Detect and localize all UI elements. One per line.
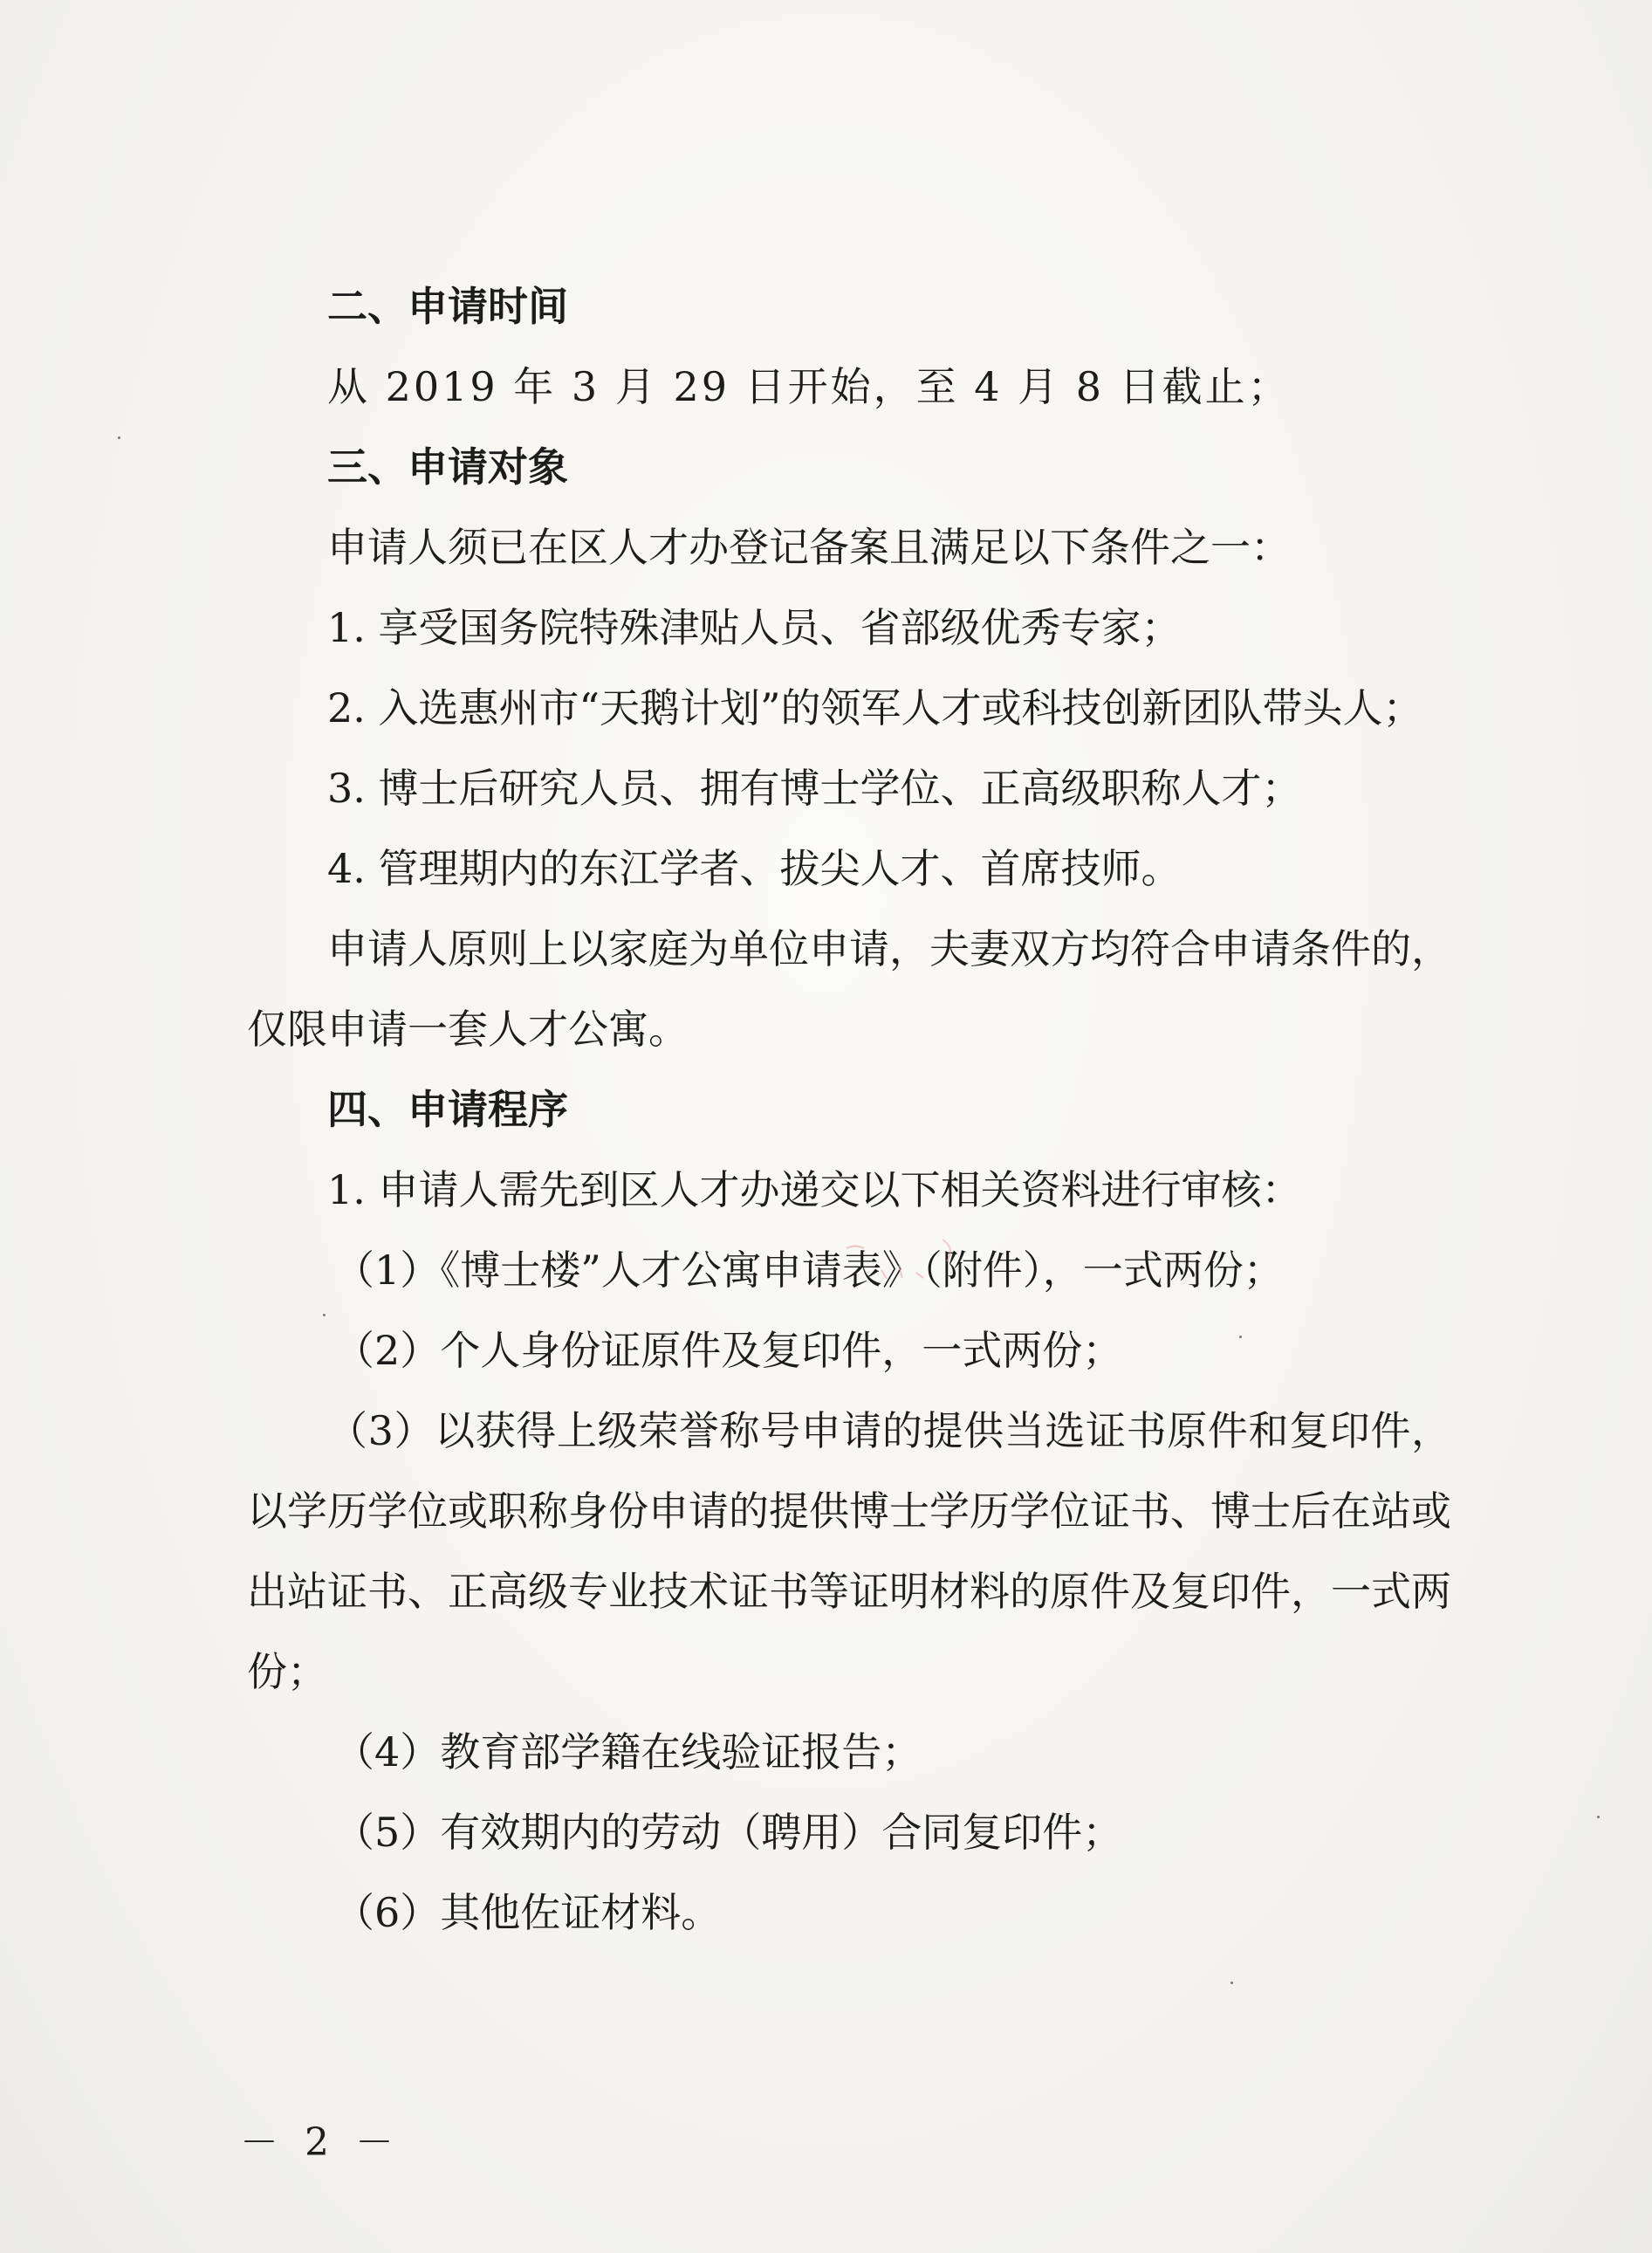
family-unit-paragraph: 申请人原则上以家庭为单位申请，夫妻双方均符合申请条件的，仅限申请一套人才公寓。 [247,925,1451,1053]
applicant-requirement-intro: 申请人须已在区人才办登记备案且满足以下条件之一： [327,524,1291,571]
scan-speck [118,436,120,439]
applicant-condition-3: 3. 博士后研究人员、拥有博士学位、正高级职称人才； [327,765,1302,812]
page-number: － 2 － [240,2120,401,2165]
section-heading-application-time: 二、申请时间 [327,283,568,330]
procedure-item-5: （5）有效期内的劳动（聘用）合同复印件； [334,1809,1123,1856]
procedure-item-6: （6）其他佐证材料。 [334,1889,722,1936]
applicant-condition-4: 4. 管理期内的东江学者、拔尖人才、首席技师。 [327,845,1182,892]
procedure-item-3-paragraph: （3）以获得上级荣誉称号申请的提供当选证书原件和复印件，以学历学位或职称身份申请的提供博士学历学位证书、博士后在站或出站证书、正高级专业技术证书等证明材料的原件及复印件，一式两份； [247,1407,1451,1695]
section-heading-applicants: 三、申请对象 [327,443,568,491]
scan-speck [323,1314,326,1316]
procedure-item-2: （2）个人身份证原件及复印件，一式两份； [334,1327,1123,1374]
scan-speck [1597,1816,1600,1818]
procedure-item-1: （1）《博士楼”人才公寓申请表》（附件），一式两份； [334,1247,1284,1294]
application-time-text: 从 2019 年 3 月 29 日开始，至 4 月 8 日截止； [327,363,1291,410]
section-heading-procedure: 四、申请程序 [327,1086,568,1133]
scan-speck [1239,1336,1242,1338]
procedure-step-1: 1. 申请人需先到区人才办递交以下相关资料进行审核： [327,1166,1302,1213]
document-body [247,266,1451,1953]
scan-speck [1230,1982,1233,1984]
applicant-condition-1: 1. 享受国务院特殊津贴人员、省部级优秀专家； [327,604,1182,651]
applicant-condition-2: 2. 入选惠州市“天鹅计划”的领军人才或科技创新团队带头人； [327,684,1423,732]
procedure-item-4: （4）教育部学籍在线验证报告； [334,1728,922,1776]
